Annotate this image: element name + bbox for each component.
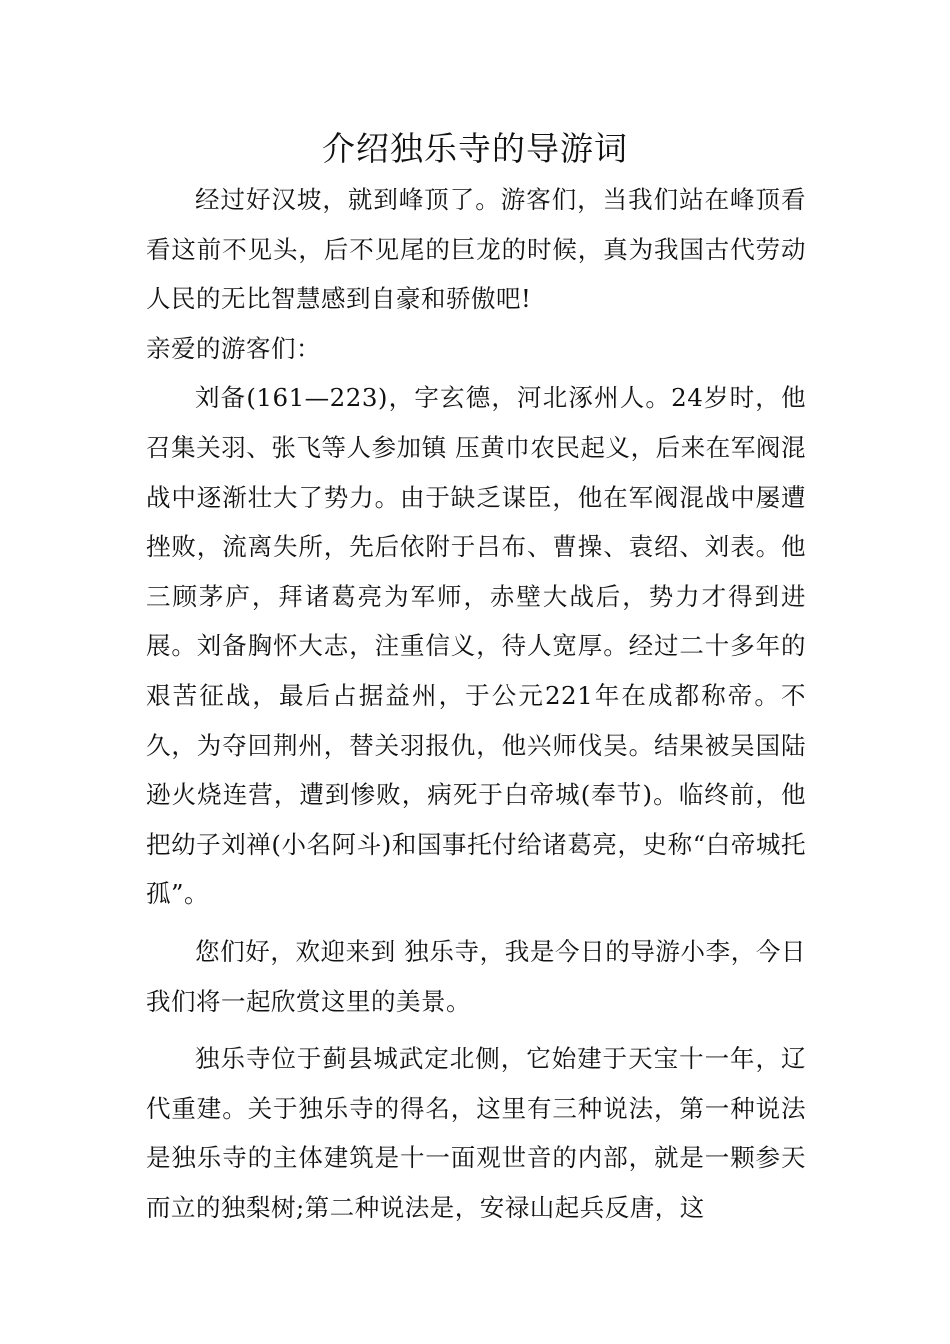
document-body — [146, 175, 806, 1232]
paragraph-greeting: 亲爱的游客们： — [146, 333, 321, 363]
paragraph-intro: 经过好汉坡，就到峰顶了。游客们，当我们站在峰顶看看这前不见头，后不见尾的巨龙的时候，真为我国古代劳动人民的无比智慧感到自豪和骄傲吧! — [146, 185, 806, 314]
document-title: 介绍独乐寺的导游词 — [322, 129, 628, 168]
paragraph-dule-temple: 独乐寺位于蓟县城武定北侧，它始建于天宝十一年，辽代重建。关于独乐寺的得名，这里有三种说法，第一种说法是独乐寺的主体建筑是十一面观世音的内部，就是一颗参天而立的独梨树;第二种说法是，安禄山起兵反唐，这 — [146, 1044, 806, 1222]
paragraph-liu-bei: 刘备(161—223)，字玄德，河北涿州人。24岁时，他召集关羽、张飞等人参加镇 压黄巾农民起义，后来在军阀混战中逐渐壮大了势力。由于缺乏谋臣，他在军阀混战中屡遭挫败，流离失所，先后依附于吕布、曹操、袁绍、刘表。他三顾茅庐，拜诸葛亮为军师，赤壁大战后，势力才得到进展。刘备胸怀大志，注重信义，待人宽厚。经过二十多年的艰苦征战，最后占据益州，于公元221年在成都称帝。不久，为夺回荆州，替关羽报仇，他兴师伐吴。结果被吴国陆逊火烧连营，遭到惨败，病死于白帝城(奉节)。临终前，他把幼子刘禅(小名阿斗)和国事托付给诸葛亮，史称“白帝城托孤”。 — [146, 383, 806, 909]
paragraph-welcome: 您们好，欢迎来到 独乐寺，我是今日的导游小李，今日我们将一起欣赏这里的美景。 — [146, 936, 806, 1016]
